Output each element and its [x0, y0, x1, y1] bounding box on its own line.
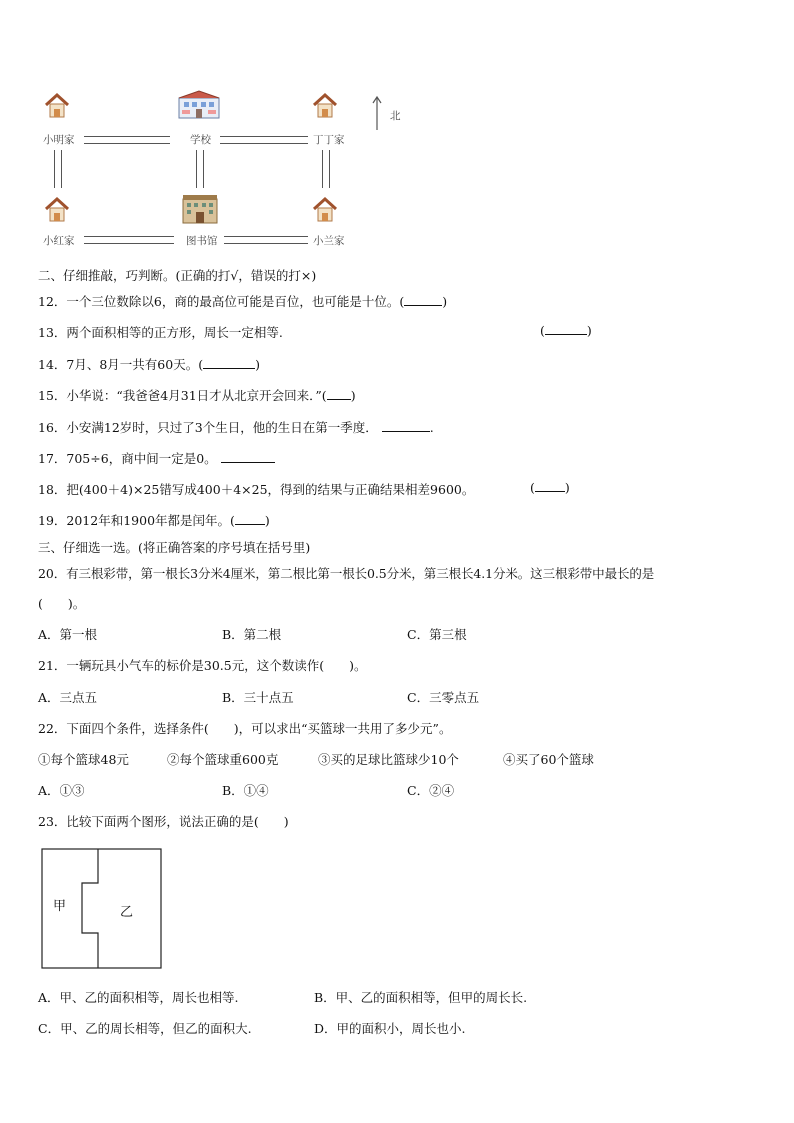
question-16	[38, 418, 434, 436]
answer-blank-17[interactable]	[221, 451, 275, 463]
label-xiaoming-home: 小明家	[43, 134, 75, 146]
road-library-xiaolan	[224, 236, 308, 244]
xiaoming-house-icon	[44, 92, 70, 120]
question-19-close: )	[264, 513, 270, 528]
question-18-open: (	[530, 480, 535, 495]
dingding-house-icon	[312, 92, 338, 120]
q22-option-a[interactable]: A．①③	[38, 783, 85, 798]
question-18-text: 18．把(400＋4)×25错写成400＋4×25，得到的结果与正确结果相差9600。	[38, 482, 475, 497]
question-18	[38, 480, 474, 498]
q21-option-b[interactable]: B．三十点五	[222, 690, 294, 705]
q20-option-c[interactable]: C．第三根	[407, 627, 467, 642]
question-21: 21．一辆玩具小气车的标价是30.5元，这个数读作( )。	[38, 658, 367, 673]
question-18-close: )	[564, 480, 570, 495]
north-label: 北	[390, 110, 401, 122]
label-dingding-home: 丁丁家	[313, 134, 345, 146]
answer-blank-19[interactable]	[235, 513, 265, 525]
q22-condition-4: ④买了60个篮球	[503, 752, 594, 767]
question-22: 22．下面四个条件，选择条件( )，可以求出“买篮球一共用了多少元”。	[38, 721, 452, 736]
question-13-open: (	[540, 323, 545, 338]
question-19	[38, 511, 270, 529]
road-xiaohong-library	[84, 236, 174, 244]
answer-blank-16[interactable]	[382, 420, 430, 432]
answer-blank-13[interactable]	[545, 323, 587, 335]
label-school: 学校	[190, 134, 211, 146]
question-13	[38, 323, 283, 341]
q21-option-a[interactable]: A．三点五	[38, 690, 98, 705]
question-16-period: .	[429, 420, 434, 435]
q23-option-b[interactable]: B．甲、乙的面积相等，但甲的周长长.	[314, 990, 528, 1005]
q23-option-a[interactable]: A．甲、乙的面积相等，周长也相等.	[38, 990, 239, 1005]
label-library: 图书馆	[186, 235, 218, 247]
question-20-line1: 20．有三根彩带，第一根长3分米4厘米，第二根比第一根长0.5分米，第三根长4.1分米。这三根彩带中最长的是	[38, 566, 655, 581]
question-17	[38, 449, 275, 467]
question-16-text: 16．小安满12岁时，只过了3个生日，他的生日在第一季度．	[38, 420, 378, 435]
road-dingding-xiaolan	[322, 150, 330, 188]
q22-condition-3: ③买的足球比篮球少10个	[318, 752, 459, 767]
road-school-library	[196, 150, 204, 188]
xiaohong-house-icon	[44, 196, 70, 224]
north-arrow-icon	[372, 95, 382, 131]
label-xiaolan-home: 小兰家	[313, 235, 345, 247]
road-school-dingding	[220, 136, 308, 144]
q20-option-b[interactable]: B．第二根	[222, 627, 282, 642]
q20-option-a[interactable]: A．第一根	[38, 627, 98, 642]
road-xiaoming-xiaohong	[54, 150, 62, 188]
question-18-answer	[530, 480, 570, 495]
label-xiaohong-home: 小红家	[43, 235, 75, 247]
section3-heading: 三、仔细选一选。(将正确答案的序号填在括号里)	[38, 540, 311, 555]
section2-heading: 二、仔细推敲，巧判断。(正确的打√，错误的打×)	[38, 268, 317, 283]
q23-figure-label-jia: 甲	[53, 899, 67, 914]
question-19-text: 19．2012年和1900年都是闰年。(	[38, 513, 235, 528]
q21-option-c[interactable]: C．三零点五	[407, 690, 480, 705]
question-14-close: )	[255, 357, 260, 372]
q23-option-d[interactable]: D．甲的面积小，周长也小.	[314, 1021, 466, 1036]
question-20-line2: ( )。	[38, 596, 86, 611]
question-14	[38, 355, 260, 373]
q22-option-b[interactable]: B．①④	[222, 783, 269, 798]
xiaolan-house-icon	[312, 196, 338, 224]
question-12-close: )	[442, 294, 448, 309]
answer-blank-12[interactable]	[404, 294, 442, 306]
answer-blank-18[interactable]	[535, 480, 565, 492]
question-12	[38, 292, 447, 310]
answer-blank-15[interactable]	[327, 388, 351, 400]
answer-blank-14[interactable]	[203, 357, 255, 369]
question-15-close: )	[350, 388, 356, 403]
library-building-icon	[181, 193, 219, 225]
question-15	[38, 386, 356, 404]
question-13-answer	[540, 323, 592, 338]
question-14-text: 14．7月、8月一共有60天。(	[38, 357, 204, 372]
question-23: 23．比较下面两个图形，说法正确的是( )	[38, 814, 289, 829]
q22-option-c[interactable]: C．②④	[407, 783, 455, 798]
road-xiaoming-school	[84, 136, 170, 144]
q22-condition-1: ①每个篮球48元	[38, 752, 129, 767]
q23-option-c[interactable]: C．甲、乙的周长相等，但乙的面积大.	[38, 1021, 252, 1036]
question-13-close: )	[586, 323, 592, 338]
q22-condition-2: ②每个篮球重600克	[167, 752, 279, 767]
school-building-icon	[177, 90, 221, 120]
question-17-text: 17．705÷6，商中间一定是0。	[38, 451, 217, 466]
question-13-text: 13．两个面积相等的正方形，周长一定相等.	[38, 325, 283, 340]
q23-figure-label-yi: 乙	[120, 905, 134, 920]
question-12-text: 12．一个三位数除以6，商的最高位可能是百位，也可能是十位。(	[38, 294, 405, 309]
question-15-text: 15．小华说：“我爸爸4月31日才从北京开会回来．”(	[38, 388, 327, 403]
